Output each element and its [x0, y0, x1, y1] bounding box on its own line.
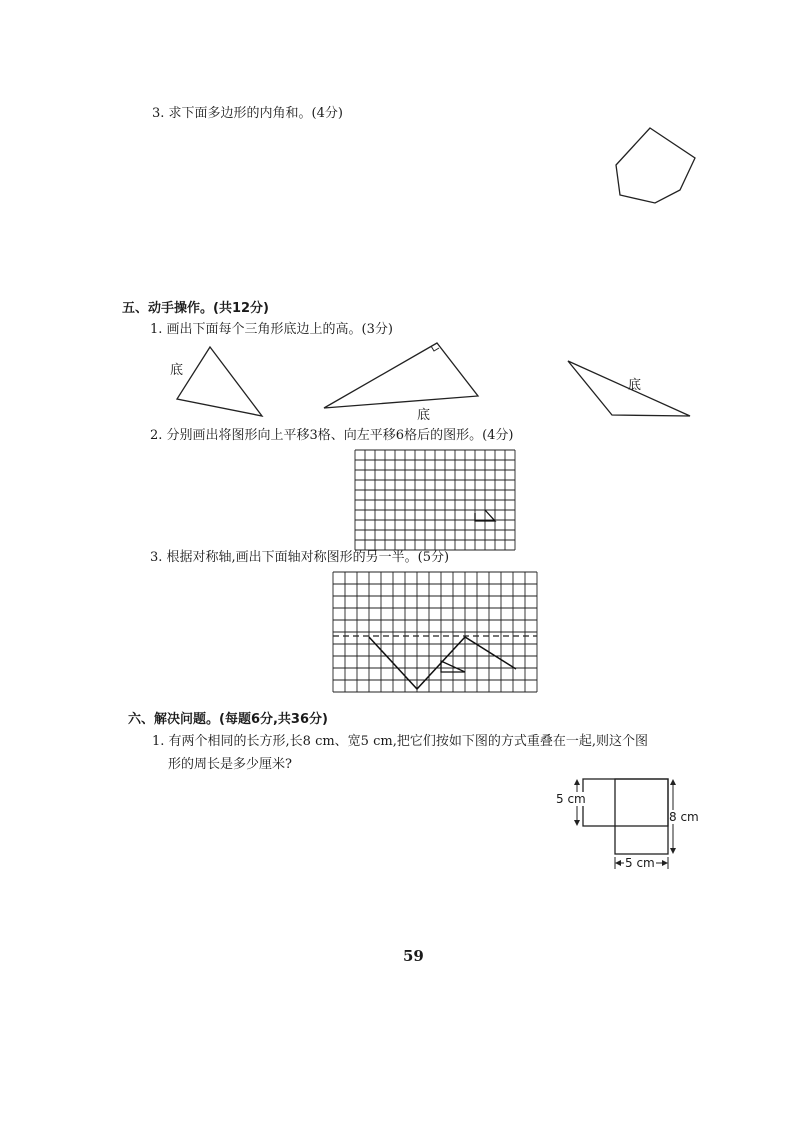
question-5-2: 2. 分别画出将图形向上平移3格、向左平移6格后的图形。(4分)	[150, 428, 514, 443]
dim-8cm-right: 8 cm	[669, 810, 699, 824]
base-label-1: 底	[170, 363, 184, 378]
section-5-title: 五、动手操作。(共12分)	[122, 301, 269, 316]
base-label-2: 底	[417, 408, 431, 423]
page-number: 59	[403, 947, 424, 965]
dim-5cm-bottom: 5 cm	[625, 856, 655, 870]
question-polygon-angle-sum: 3. 求下面多边形的内角和。(4分)	[152, 106, 343, 121]
question-5-1: 1. 画出下面每个三角形底边上的高。(3分)	[150, 322, 393, 337]
dim-5cm-left: 5 cm	[556, 792, 586, 806]
question-6-1-line2: 形的周长是多少厘米?	[168, 757, 292, 772]
section-6-title: 六、解决问题。(每题6分,共36分)	[128, 712, 328, 727]
base-label-3: 底	[628, 378, 642, 393]
question-5-3: 3. 根据对称轴,画出下面轴对称图形的另一半。(5分)	[150, 550, 450, 565]
question-6-1-line1: 1. 有两个相同的长方形,长8 cm、宽5 cm,把它们按如下图的方式重叠在一起,则这个图	[152, 734, 648, 749]
